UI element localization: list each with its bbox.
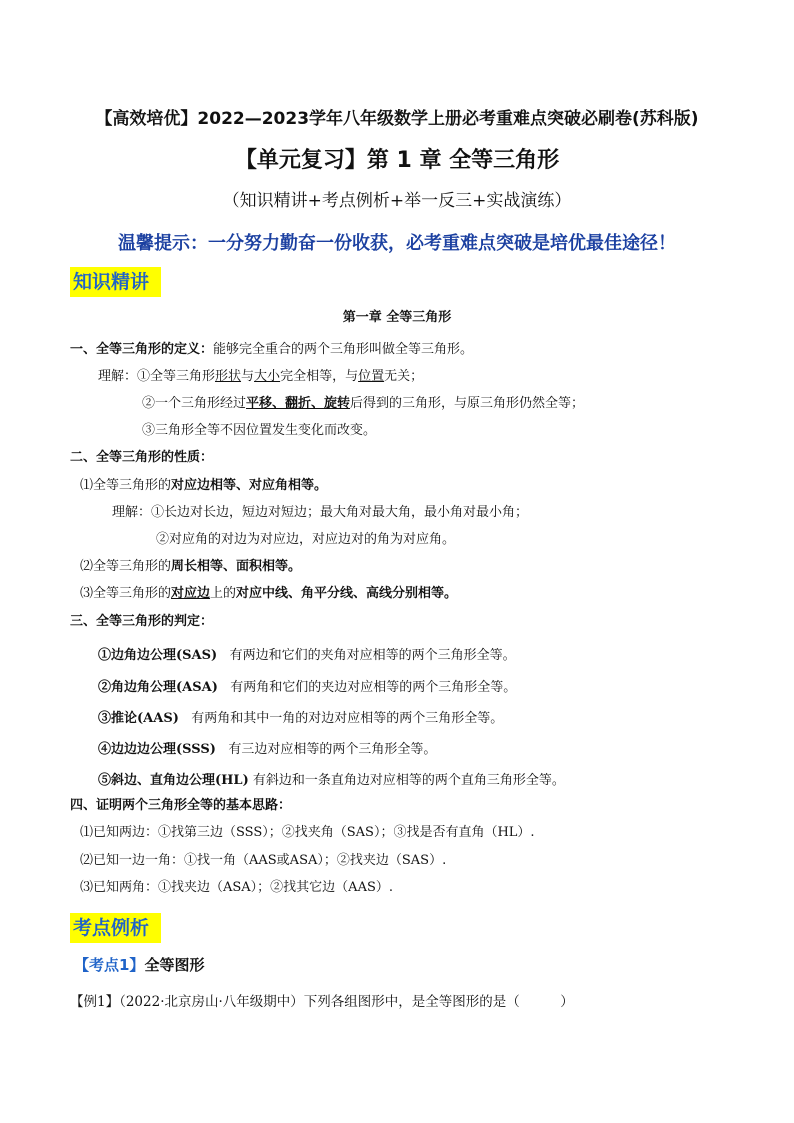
text-underlined: 位置: [358, 369, 385, 384]
text-underlined: 对应边: [171, 586, 211, 601]
s2-understand-2: ②对应角的对边为对应边，对应边对的角为对应角。: [156, 532, 456, 547]
text-bold: 对应边相等、对应角相等。: [171, 478, 328, 493]
text: ⑶全等三角形的: [80, 586, 172, 601]
criterion-text: 有三边对应相等的两个三角形全等。: [228, 742, 437, 757]
s1-heading: 一、全等三角形的定义：: [70, 342, 214, 357]
text: 与: [241, 369, 255, 384]
text-underlined: 形状: [215, 369, 242, 384]
text: ⑴全等三角形的: [80, 478, 172, 493]
s1-definition: 能够完全重合的两个三角形叫做全等三角形。: [213, 342, 474, 357]
unit-subtitle: （知识精讲+考点例析+举一反三+实战演练）: [222, 191, 572, 211]
key-point-tag: 【考点1】: [74, 956, 145, 974]
criterion-sas: [98, 647, 516, 665]
s2-property-2: [80, 558, 301, 576]
key-point-title: 全等图形: [144, 956, 205, 974]
example-1: 【例1】（2022·北京房山·八年级期中）下列各组图形中，是全等图形的是（ ）: [70, 994, 574, 1010]
s1-understand-1: [98, 368, 423, 386]
criterion-text: 有两角和其中一角的对边对应相等的两个三角形全等。: [191, 711, 504, 726]
text-underlined: 平移、翻折、旋转: [246, 396, 351, 411]
criterion-key: ④边边边公理(SSS): [98, 742, 216, 757]
tip-line: 温馨提示：一分努力勤奋一份收获，必考重难点突破是培优最佳途径！: [118, 233, 676, 254]
s3-heading: 三、全等三角形的判定：: [70, 614, 214, 629]
document-title: 【高效培优】2022—2023学年八年级数学上册必考重难点突破必刷卷(苏科版): [95, 109, 699, 129]
s4-line-3: ⑶已知两角：①找夹边（ASA）；②找其它边（AAS）.: [80, 880, 393, 895]
criterion-key: ①边角边公理(SAS): [98, 648, 218, 663]
s4-line-1: ⑴已知两边：①找第三边（SSS）；②找夹角（SAS）；③找是否有直角（HL）.: [80, 825, 535, 840]
section-label-knowledge: 知识精讲: [70, 267, 161, 297]
key-point-1: [74, 954, 204, 975]
criterion-asa: [98, 679, 516, 697]
criterion-sss: [98, 741, 436, 759]
criterion-text: 有两角和它们的夹边对应相等的两个三角形全等。: [230, 680, 517, 695]
text: 上的: [210, 586, 237, 601]
s2-property-1: [80, 477, 327, 495]
criterion-key: ⑤斜边、直角边公理(HL): [98, 773, 249, 788]
unit-title: 【单元复习】第 1 章 全等三角形: [234, 148, 560, 173]
text: 无关；: [384, 369, 424, 384]
criterion-hl: [98, 772, 565, 790]
text: 理解：①全等三角形: [98, 369, 216, 384]
s2-heading: 二、全等三角形的性质：: [70, 450, 214, 465]
chapter-title: 第一章 全等三角形: [342, 310, 452, 325]
criterion-aas: [98, 710, 503, 728]
text: 后得到的三角形，与原三角形仍然全等；: [350, 396, 585, 411]
s4-line-2: ⑵已知一边一角：①找一角（AAS或ASA）；②找夹边（SAS）.: [80, 853, 447, 868]
text-bold: 对应中线、角平分线、高线分别相等。: [236, 586, 458, 601]
s1-line: [70, 341, 473, 359]
text: 完全相等，与: [280, 369, 359, 384]
text: ⑵全等三角形的: [80, 559, 172, 574]
s2-property-3: [80, 585, 457, 603]
criterion-text: 有两边和它们的夹角对应相等的两个三角形全等。: [229, 648, 516, 663]
text: ②一个三角形经过: [142, 396, 247, 411]
text-bold: 周长相等、面积相等。: [171, 559, 302, 574]
text-underlined: 大小: [254, 369, 281, 384]
criterion-key: ②角边角公理(ASA): [98, 680, 218, 695]
criterion-text: 有斜边和一条直角边对应相等的两个直角三角形全等。: [252, 773, 565, 788]
s1-understand-2: [142, 395, 584, 413]
s1-understand-3: ③三角形全等不因位置发生变化而改变。: [142, 423, 377, 438]
s4-heading: 四、证明两个三角形全等的基本思路：: [70, 798, 292, 813]
s2-understand-1: 理解：①长边对长边，短边对短边；最大角对最大角，最小角对最小角；: [112, 505, 529, 520]
criterion-key: ③推论(AAS): [98, 711, 179, 726]
section-label-examples: 考点例析: [70, 913, 161, 943]
